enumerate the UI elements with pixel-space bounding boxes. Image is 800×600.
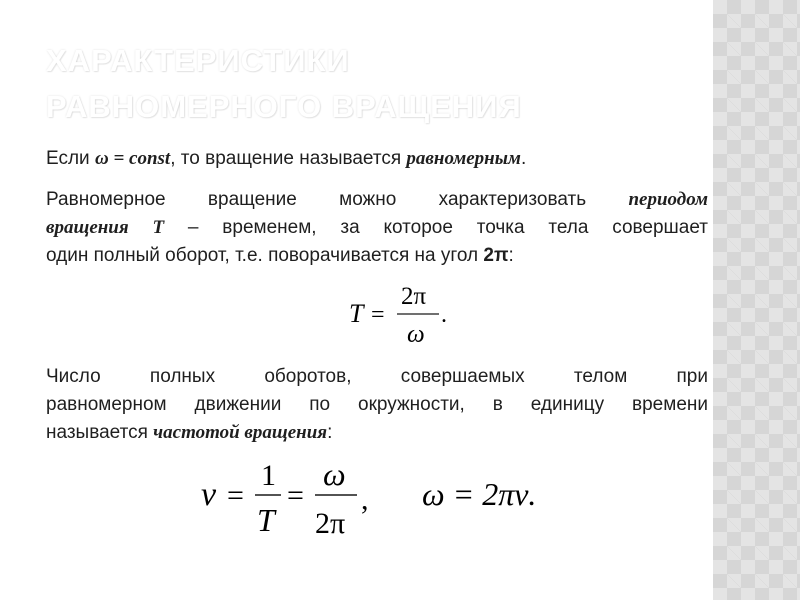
p3-line3-text: называется <box>46 422 154 443</box>
p2-line3-text: один полный оборот, т.е. поворачивается на угол <box>46 245 484 266</box>
formula-frequency-num1: 1 <box>261 459 276 492</box>
formula-frequency-lhs: ν <box>201 476 217 513</box>
formula-frequency-eq2: = <box>287 479 304 512</box>
slide-title <box>46 38 686 130</box>
formula-period-den: ω <box>407 321 425 346</box>
formula-frequency <box>201 455 381 541</box>
angle-2pi: 2π <box>483 245 509 266</box>
term-rotation: вращения <box>46 217 129 238</box>
formula-period <box>345 280 455 346</box>
formula-period-num: 2π <box>401 283 427 310</box>
omega-const: ω = const <box>94 148 171 169</box>
formula-period-eq: = <box>371 302 385 328</box>
p2-line-1 <box>46 186 708 214</box>
formula-frequency-den2: 2π <box>315 507 346 540</box>
symbol-T: T <box>152 217 165 238</box>
formula-omega <box>422 455 572 541</box>
p2-colon: : <box>508 245 514 266</box>
formula-period-lhs: T <box>349 299 364 328</box>
p3-line-2: равномерном движении по окружности, в единицу времени <box>46 394 708 415</box>
p2-line1-text: Равномерное вращение можно характеризовать <box>46 189 629 210</box>
p3-colon: : <box>327 422 333 443</box>
p2-line2-text: – временем, за которое точка тела совершает <box>164 217 709 238</box>
p1-text-a: Если <box>46 148 95 169</box>
term-frequency: частотой вращения <box>153 422 328 443</box>
term-uniform: равномерным <box>406 148 521 169</box>
term-period: периодом <box>628 189 708 210</box>
paragraph-uniform-rotation <box>46 145 708 173</box>
p3-line-1: Число полных оборотов, совершаемых телом при <box>46 366 708 387</box>
paragraph-period <box>46 186 708 270</box>
p2-line-3 <box>46 242 708 270</box>
formula-omega-text: ω = 2πν. <box>422 476 537 512</box>
formula-frequency-end: , <box>361 483 369 516</box>
title-line-1: ХАРАКТЕРИСТИКИ <box>46 43 350 78</box>
paragraph-frequency <box>46 363 708 447</box>
formula-period-end: . <box>441 302 447 328</box>
formula-frequency-eq1: = <box>227 479 244 512</box>
p1-text-b: , то вращение называется <box>170 148 407 169</box>
p2-line-2 <box>46 214 708 242</box>
formula-frequency-num2: ω <box>323 456 346 492</box>
decorative-side-band <box>713 0 800 600</box>
p1-text-c: . <box>520 148 527 169</box>
formula-frequency-den1: T <box>257 502 275 538</box>
p3-line-3 <box>46 419 708 447</box>
title-line-2: РАВНОМЕРНОГО ВРАЩЕНИЯ <box>46 89 522 124</box>
